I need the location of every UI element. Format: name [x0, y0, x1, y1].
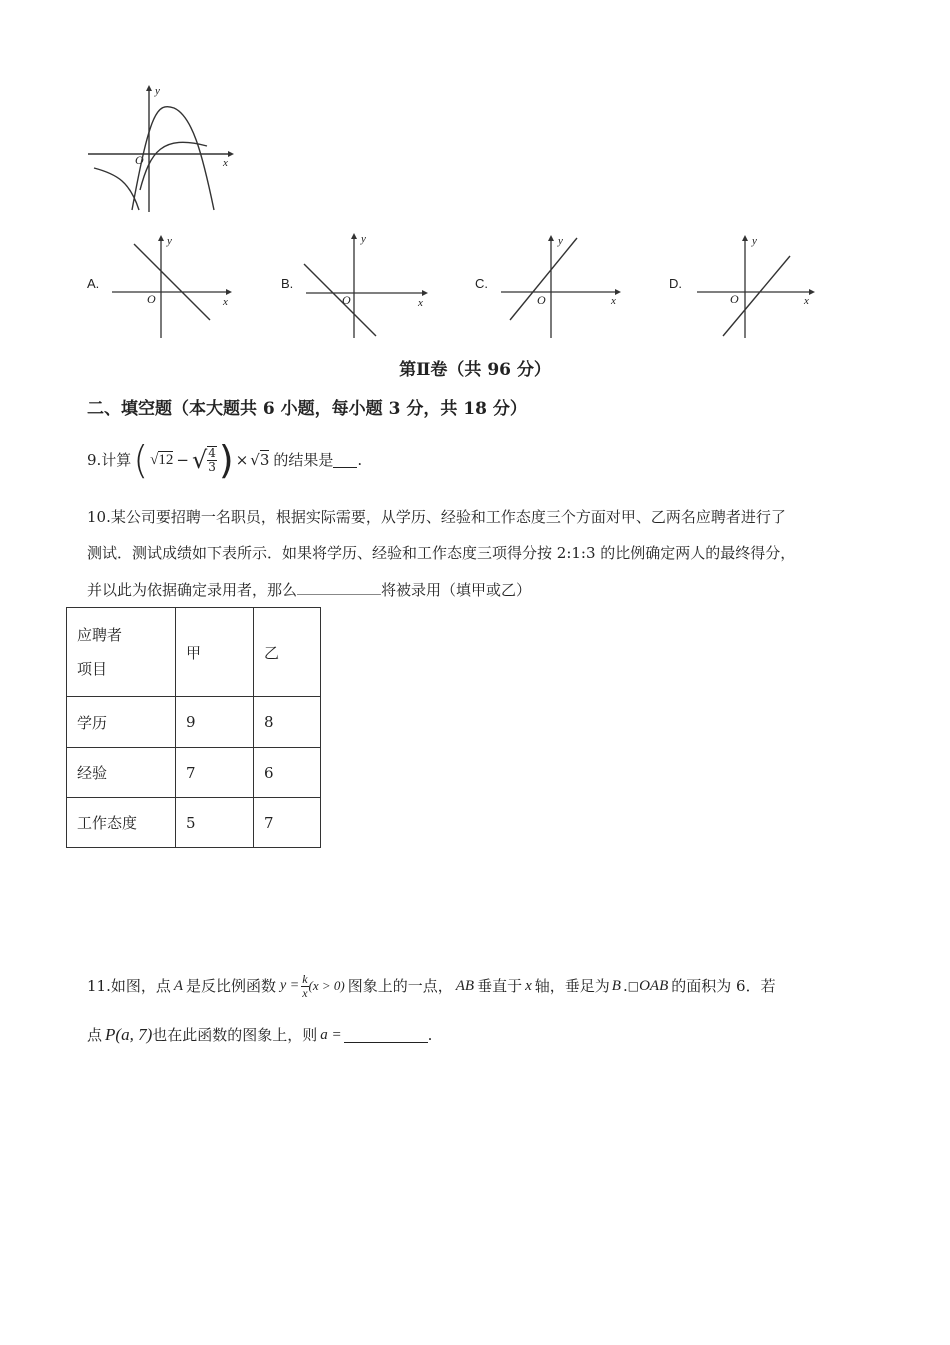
axis-x-label: x	[611, 295, 616, 307]
a-var: a =	[320, 1027, 342, 1043]
part-two-title: 第Ⅱ卷（共 96 分）	[399, 360, 551, 380]
function-fraction: $\frac{k}{x}$	[302, 971, 308, 1000]
segment-ab: AB	[455, 978, 475, 994]
sqrt-sign-icon: √	[191, 446, 208, 474]
x-axis-arrow	[422, 290, 428, 296]
axis-y-label: y	[752, 235, 757, 247]
x-axis-arrow	[226, 289, 232, 295]
point-b-var: B	[611, 978, 621, 994]
q9-right-paren: )	[218, 438, 234, 482]
axis-y-label: y	[558, 235, 563, 247]
question-10-line-1: 10.某公司要招聘一名职员，根据实际需要，从学历、经验和工作态度三个方面对甲、乙两名应聘者进行了	[87, 508, 786, 526]
score-a: 7	[176, 748, 254, 798]
y-axis-arrow	[742, 235, 748, 241]
table-row	[67, 697, 321, 748]
origin-label: O	[135, 153, 144, 167]
option-a-graph	[108, 232, 238, 342]
parabola-curve	[132, 107, 214, 210]
option-line	[134, 244, 210, 320]
option-line	[304, 264, 376, 336]
origin-label: O	[537, 293, 546, 307]
option-b-label: B.	[281, 276, 294, 291]
row-item: 工作态度	[67, 798, 176, 848]
table-row	[67, 748, 321, 798]
question-10-line-3: 并以此为依据确定录用者，那么 将被录用（填甲或乙）	[87, 581, 532, 599]
q9-left-paren: (	[133, 438, 149, 482]
option-d-label: D.	[669, 276, 682, 291]
axis-y-label: y	[155, 85, 160, 97]
column-header-a: 甲	[176, 608, 254, 697]
score-a: 5	[176, 798, 254, 848]
x-axis-arrow	[228, 151, 234, 157]
axis-y-label: y	[167, 235, 172, 247]
q11-answer-blank[interactable]	[344, 1027, 428, 1043]
axis-y-label: y	[361, 233, 366, 245]
y-axis-arrow	[146, 85, 152, 91]
y-axis-arrow	[548, 235, 554, 241]
axis-x-label: x	[223, 296, 228, 308]
table-corner-header: 应聘者 项目	[67, 608, 176, 697]
origin-label: O	[730, 292, 739, 306]
score-b: 8	[254, 697, 321, 748]
origin-label: O	[342, 293, 351, 307]
question-11-line-2: 点 P (a, 7) 也在此函数的图象上，则 a = .	[87, 1025, 433, 1044]
hyperbola-branch	[94, 168, 139, 210]
point-p: P	[105, 1025, 116, 1044]
q9-sqrt12: √12	[150, 452, 174, 468]
q10-answer-blank[interactable]	[297, 579, 381, 595]
axis-x-label: x	[418, 297, 423, 309]
x-axis-arrow	[615, 289, 621, 295]
q9-minus: −	[176, 451, 189, 469]
question-9	[87, 438, 362, 482]
option-b-graph	[302, 228, 434, 343]
option-c-graph	[497, 230, 629, 342]
triangle-oab: OAB	[639, 978, 669, 994]
y-axis-arrow	[351, 233, 357, 239]
axis-x-label: x	[223, 157, 228, 169]
origin-label: O	[147, 292, 156, 306]
x-var: x	[525, 978, 532, 994]
option-line	[510, 238, 577, 320]
q9-suffix: 的结果是	[273, 451, 334, 469]
score-b: 7	[254, 798, 321, 848]
question-11-line-1: 11.如图，点 A 是反比例函数 y = $\frac{k}{x}$ (x > 0) 图象上的一点， AB 垂直于 x 轴，垂足为 B . □ OAB 的面积为 6．若	[87, 971, 776, 1000]
point-a-var: A	[173, 978, 184, 994]
score-a: 9	[176, 697, 254, 748]
axis-x-label: x	[804, 295, 809, 307]
option-c-label: C.	[475, 276, 488, 291]
score-b: 6	[254, 748, 321, 798]
score-table	[66, 607, 321, 848]
q9-prefix: 9.计算	[87, 451, 132, 469]
row-item: 学历	[67, 697, 176, 748]
row-item: 经验	[67, 748, 176, 798]
q9-fraction: $\frac{4}{3}$	[208, 446, 216, 474]
q9-times: ×	[235, 451, 249, 469]
function-domain: (x > 0)	[308, 978, 345, 993]
table-header-row	[67, 608, 321, 697]
option-a-label: A.	[87, 276, 100, 291]
main-function-graph	[82, 82, 242, 217]
straight-line	[140, 142, 207, 190]
column-header-b: 乙	[254, 608, 321, 697]
triangle-symbol: □	[627, 979, 640, 993]
x-axis-arrow	[809, 289, 815, 295]
table-row	[67, 798, 321, 848]
q9-end: .	[357, 451, 363, 469]
point-p-args: (a, 7)	[115, 1025, 153, 1044]
question-10-line-2: 测试．测试成绩如下表所示．如果将学历、经验和工作态度三项得分按 2:1:3 的比例确定两人的最终得分，	[87, 544, 796, 562]
q9-sqrt3: √3	[250, 451, 270, 469]
option-d-graph	[693, 230, 823, 342]
y-axis-arrow	[158, 235, 164, 241]
section-fill-blank-title: 二、填空题（本大题共 6 小题，每小题 3 分，共 18 分）	[87, 399, 527, 419]
function-lhs: y =	[280, 978, 300, 993]
q9-sqrt-fraction	[192, 446, 217, 474]
q9-answer-blank[interactable]	[333, 452, 357, 468]
